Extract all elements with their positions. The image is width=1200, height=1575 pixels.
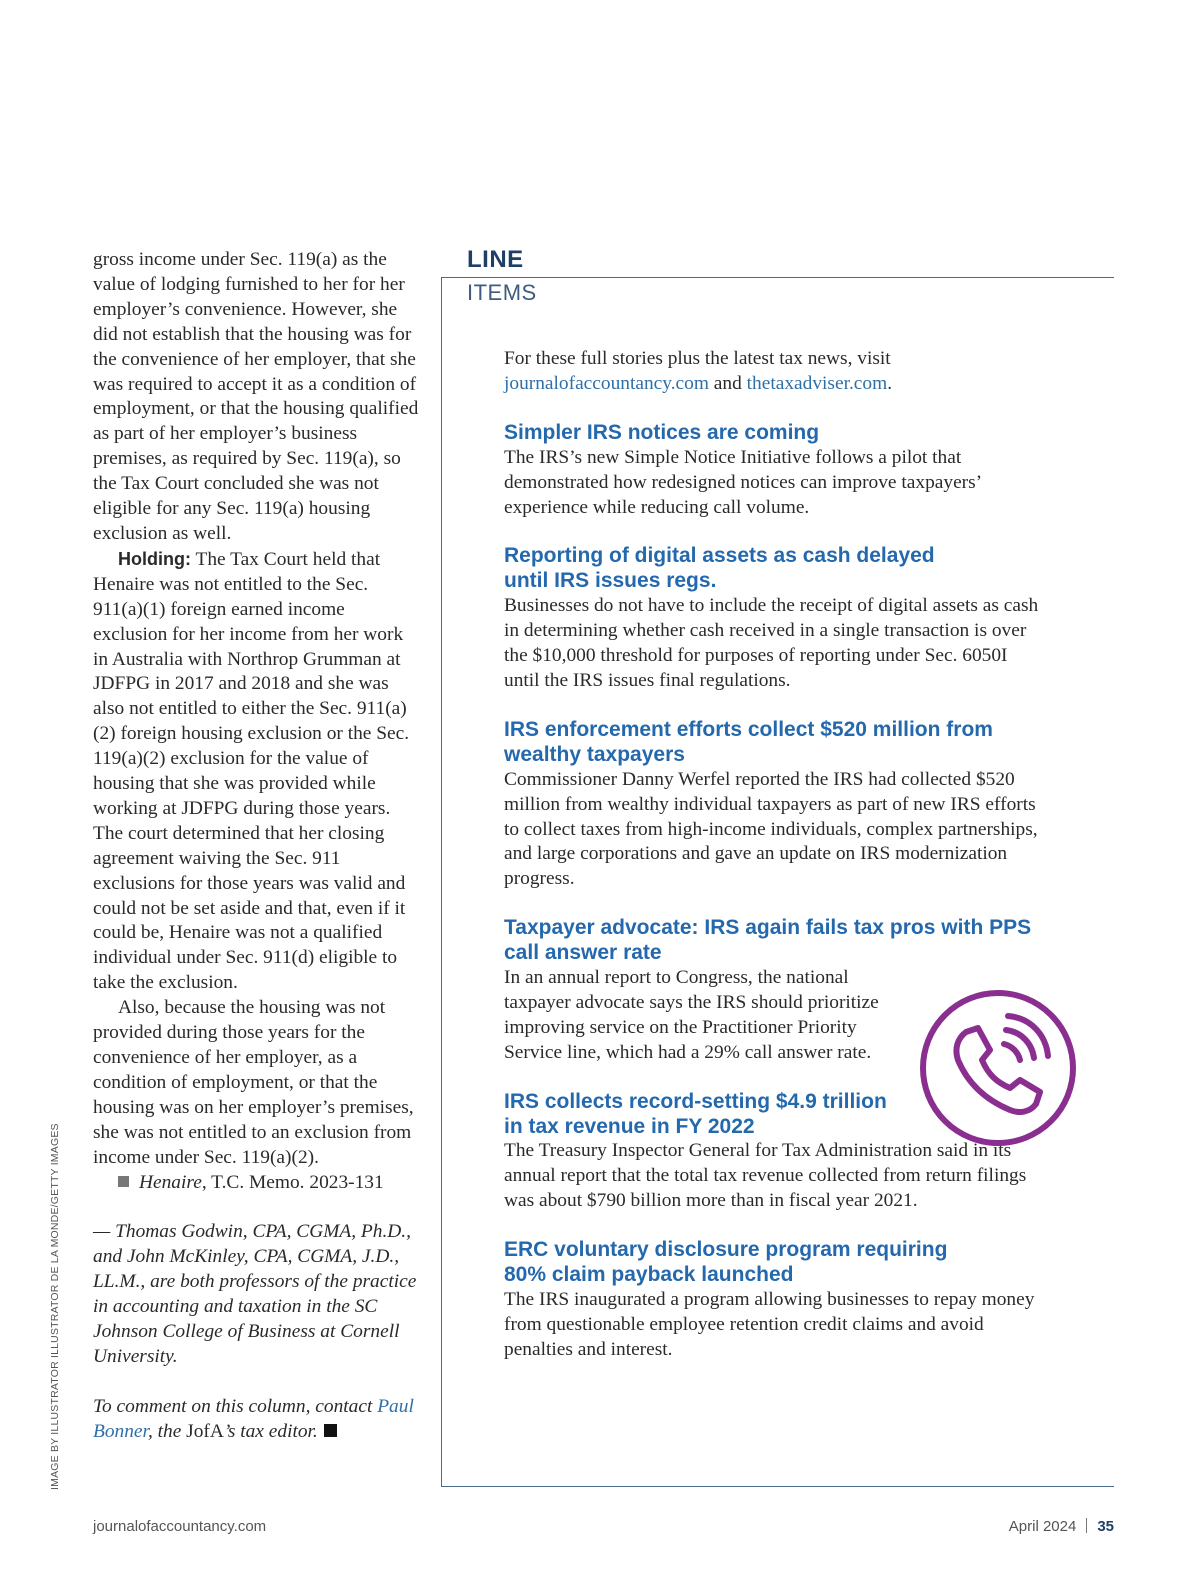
comment-line xyxy=(93,1395,421,1445)
footer-date: April 2024 xyxy=(1008,1518,1077,1535)
left-column xyxy=(93,248,421,1445)
footer-site-url: journalofaccountancy.com xyxy=(93,1518,267,1535)
line-items-heading-light: ITEMS xyxy=(467,280,537,305)
square-bullet-icon xyxy=(118,1176,129,1187)
comment-mid: , the xyxy=(147,1420,187,1442)
story-item xyxy=(504,544,1044,693)
case-cite: , T.C. Memo. 2023-131 xyxy=(201,1171,384,1193)
holding-text: The Tax Court held that Henaire was not entitled to the Sec. 911(a)(1) foreign earned income exclusion for her income from her work in Australia with Northrop Grumman at JDFPG in 2017 and 2018 and she was also not entitled to either the Sec. 911(a)(2) foreign housing exclusion or the Sec. 119(a)(2) exclusion for the value of housing that she was provided while working at JDFPG during those years. The court determined that her closing agreement waiving the Sec. 911 exclusions for those years was valid and could not be set aside and that, even if it could be, Henaire was not a qualified individual under Sec. 911(d) eligible to take the exclusion. xyxy=(93,548,410,994)
line-items-heading-bold: LINE xyxy=(467,246,524,273)
footer-separator xyxy=(1086,1518,1087,1533)
story-title[interactable]: ERC voluntary disclosure program requiring 80% claim payback launched xyxy=(504,1238,948,1287)
editor-link[interactable]: Paul Bonner xyxy=(93,1395,414,1442)
story-body: The IRS’s new Simple Notice Initiative follows a pilot that demonstrated how redesigned notices can improve taxpayers’ experience while reducing call volume. xyxy=(504,446,981,518)
author-byline: — Thomas Godwin, CPA, CGMA, Ph.D., and John McKinley, CPA, CGMA, J.D., LL.M., are both professors of the practice in accounting and taxation in the SC Johnson College of Business at Cornell University. xyxy=(93,1221,417,1367)
case-name: Henaire xyxy=(139,1171,202,1193)
story-body: The Treasury Inspector General for Tax Administration said in its annual report that the total tax revenue collected from return filings was about $790 billion more than in fiscal year 2021. xyxy=(504,1140,1027,1212)
story-item xyxy=(504,1238,1044,1363)
story-item xyxy=(504,718,1044,892)
story-body: Businesses do not have to include the receipt of digital assets as cash in determining whether cash received in a single transaction is over the $10,000 threshold for purposes of reporting under Sec. 6050I until the IRS issues final regulations. xyxy=(504,595,1039,691)
intro-end: . xyxy=(887,372,893,394)
case-citation xyxy=(93,1171,421,1196)
comment-suffix: ’s tax editor. xyxy=(223,1420,318,1442)
story-body: The IRS inaugurated a program allowing businesses to repay money from questionable employee retention credit claims and avoid penalties and interest. xyxy=(504,1289,1035,1360)
story-title[interactable]: IRS collects record-setting $4.9 trillion in tax revenue in FY 2022 xyxy=(504,1089,887,1138)
journal-link[interactable]: journalofaccountancy.com xyxy=(504,372,709,394)
page-number: 35 xyxy=(1097,1518,1114,1535)
story-title[interactable]: Reporting of digital assets as cash delayed until IRS issues regs. xyxy=(504,544,935,593)
story-body: In an annual report to Congress, the national taxpayer advocate says the IRS should prioritize improving service on the Practitioner Priority Service line, which had a 29% call answer rate. xyxy=(504,967,879,1063)
story-title[interactable]: Simpler IRS notices are coming xyxy=(504,420,820,444)
image-credit: IMAGE BY ILLUSTRATOR ILLUSTRATOR DE LA MONDE/GETTY IMAGES xyxy=(49,1123,61,1490)
comment-prefix: To comment on this column, contact xyxy=(93,1395,378,1417)
footer-page-info xyxy=(1009,1518,1114,1535)
magazine-name: JofA xyxy=(186,1420,224,1442)
intro-line xyxy=(504,347,1044,397)
story-title[interactable]: Taxpayer advocate: IRS again fails tax pros with PPS call answer rate xyxy=(504,916,1032,965)
story-title[interactable]: IRS enforcement efforts collect $520 million from wealthy taxpayers xyxy=(504,717,993,766)
end-mark-icon xyxy=(324,1424,337,1437)
holding-paragraph xyxy=(93,547,421,996)
left-paragraph-3: Also, because the housing was not provided during those years for the convenience of her employer, as a condition of employment, or that the housing was on her employer’s premises, she was not entitled to an exclusion from income under Sec. 119(a)(2). xyxy=(93,997,414,1168)
line-items-content xyxy=(504,347,1044,1363)
intro-and: and xyxy=(708,372,747,394)
phone-call-icon xyxy=(918,988,1078,1148)
story-item xyxy=(504,421,1044,521)
taxadviser-link[interactable]: thetaxadviser.com xyxy=(746,372,888,394)
left-paragraph-1: gross income under Sec. 119(a) as the value of lodging furnished to her for her employer’s convenience. However, she did not establish that the housing was for the convenience of her employer, that she was required to accept it as a condition of employment, or that the housing qualified as part of her employer’s business premises, as required by Sec. 119(a), so the Tax Court concluded she was not eligible for any Sec. 119(a) housing exclusion as well. xyxy=(93,249,419,544)
holding-label: Holding: xyxy=(118,548,191,569)
intro-text: For these full stories plus the latest tax news, visit xyxy=(504,348,891,369)
story-body: Commissioner Danny Werfel reported the IRS had collected $520 million from wealthy individual taxpayers as part of new IRS efforts to collect taxes from high-income individuals, complex partnerships, and large corporations and gave an update on IRS modernization progress. xyxy=(504,768,1038,890)
